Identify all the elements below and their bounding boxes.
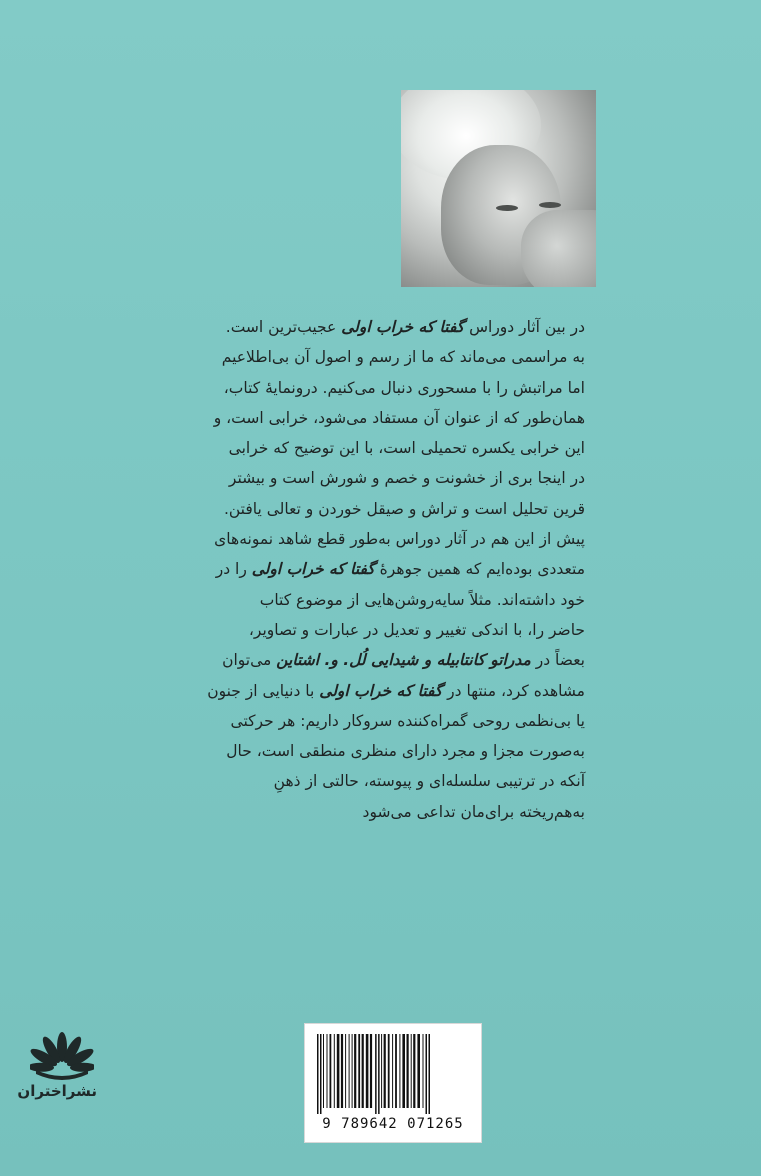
barcode-bar	[358, 1034, 360, 1108]
barcode-bar	[352, 1034, 353, 1108]
barcode-bar	[388, 1034, 390, 1108]
barcode-bar	[407, 1034, 409, 1108]
publisher-name: نشراختران	[17, 1082, 97, 1100]
blurb-line: این خرابی یکسره تحمیلی است، با این توضیح که خرابی	[228, 439, 585, 458]
barcode-bar	[341, 1034, 343, 1108]
book-title-italic: گفتا که خراب اولی	[251, 560, 375, 579]
isbn-barcode	[304, 1023, 482, 1143]
barcode-bar	[362, 1034, 364, 1108]
barcode-bar	[417, 1034, 420, 1108]
barcode-bar	[317, 1034, 319, 1114]
barcode-bar	[375, 1034, 377, 1114]
author-photo-hand	[521, 210, 596, 287]
blurb-line: بعضاً در مدراتو کانتابیله و شیدایی لُل. و. اشتاین می‌توان	[222, 651, 585, 670]
barcode-bar	[366, 1034, 369, 1108]
author-photo-eye	[496, 205, 518, 211]
barcode-bar	[411, 1034, 412, 1108]
blurb-line: به‌صورت مجزا و مجرد دارای منظری منطقی است، حال	[226, 742, 585, 761]
blurb-line: اما مراتبش را با مسحوری دنبال می‌کنیم. درونمایهٔ کتاب،	[223, 378, 585, 397]
blurb-line: به‌هم‌ریخته برای‌مان تداعی می‌شود	[362, 802, 585, 821]
blurb-line: همان‌طور که از عنوان آن مستفاد می‌شود، خرابی است، و	[213, 408, 585, 427]
author-photo	[401, 90, 596, 287]
barcode-bar	[384, 1034, 386, 1108]
blurb-line: خود داشته‌اند. مثلاً سایه‌روشن‌هایی از موضوع کتاب	[259, 590, 585, 609]
book-title-italic: گفتا که خراب اولی	[319, 681, 443, 700]
publisher-logo-icon	[30, 1030, 94, 1080]
isbn-number: 9 789642 071265	[322, 1116, 464, 1132]
barcode-bar	[402, 1034, 405, 1108]
blurb-line: قرین تحلیل است و تراش و صیقل خوردن و تعالی یافتن.	[223, 499, 585, 518]
barcode-bar	[378, 1034, 380, 1114]
barcode-bar	[345, 1034, 346, 1108]
barcode-bar	[330, 1034, 332, 1108]
barcode-bar	[323, 1034, 324, 1108]
barcode-bar	[429, 1034, 431, 1114]
blurb-text	[190, 312, 585, 827]
barcode-bar	[381, 1034, 382, 1108]
blurb-line: حاضر را، با اندکی تغییر و تعدیل در عبارات و تصاویر،	[248, 620, 585, 639]
barcode-bar	[337, 1034, 340, 1108]
book-title-italic: گفتا که خراب اولی	[341, 318, 465, 336]
author-photo-eye	[539, 202, 561, 208]
barcode-bars	[315, 1034, 471, 1114]
barcode-bar	[334, 1034, 335, 1108]
barcode-bar	[327, 1034, 328, 1108]
barcode-bar	[354, 1034, 356, 1108]
blurb-line: مشاهده کرد، منتها در گفتا که خراب اولی با دنیایی از جنون	[207, 681, 585, 700]
barcode-bar	[413, 1034, 415, 1108]
barcode-bar	[399, 1034, 400, 1108]
blurb-line: متعددی بوده‌ایم که همین جوهرهٔ گفتا که خراب اولی را در	[215, 560, 585, 579]
barcode-bar	[423, 1034, 424, 1108]
barcode-bar	[370, 1034, 372, 1108]
barcode-bar	[349, 1034, 350, 1108]
barcode-bar	[426, 1034, 428, 1114]
book-title-italic: مدراتو کانتابیله و شیدایی لُل. و. اشتاین	[276, 651, 531, 670]
blurb-line: در اینجا بری از خشونت و خصم و شورش است و بیشتر	[228, 469, 585, 488]
barcode-bar	[395, 1034, 397, 1108]
barcode-bar	[392, 1034, 393, 1108]
blurb-line: یا بی‌نظمی روحی گمراه‌کننده سروکار داریم: هر حرکتی	[230, 711, 585, 730]
barcode-bar	[320, 1034, 322, 1114]
blurb-line: پیش از این هم در آثار دوراس به‌طور قطع شاهد نمونه‌های	[214, 530, 585, 549]
blurb-line: در بین آثار دوراس گفتا که خراب اولی عجیب‌ترین است.	[225, 318, 585, 336]
blurb-line: آنکه در ترتیبی سلسله‌ای و پیوسته، حالتی از ذهنِ	[273, 772, 585, 791]
blurb-line: به مراسمی می‌ماند که ما از رسم و اصول آن بی‌اطلاعیم	[221, 348, 585, 367]
